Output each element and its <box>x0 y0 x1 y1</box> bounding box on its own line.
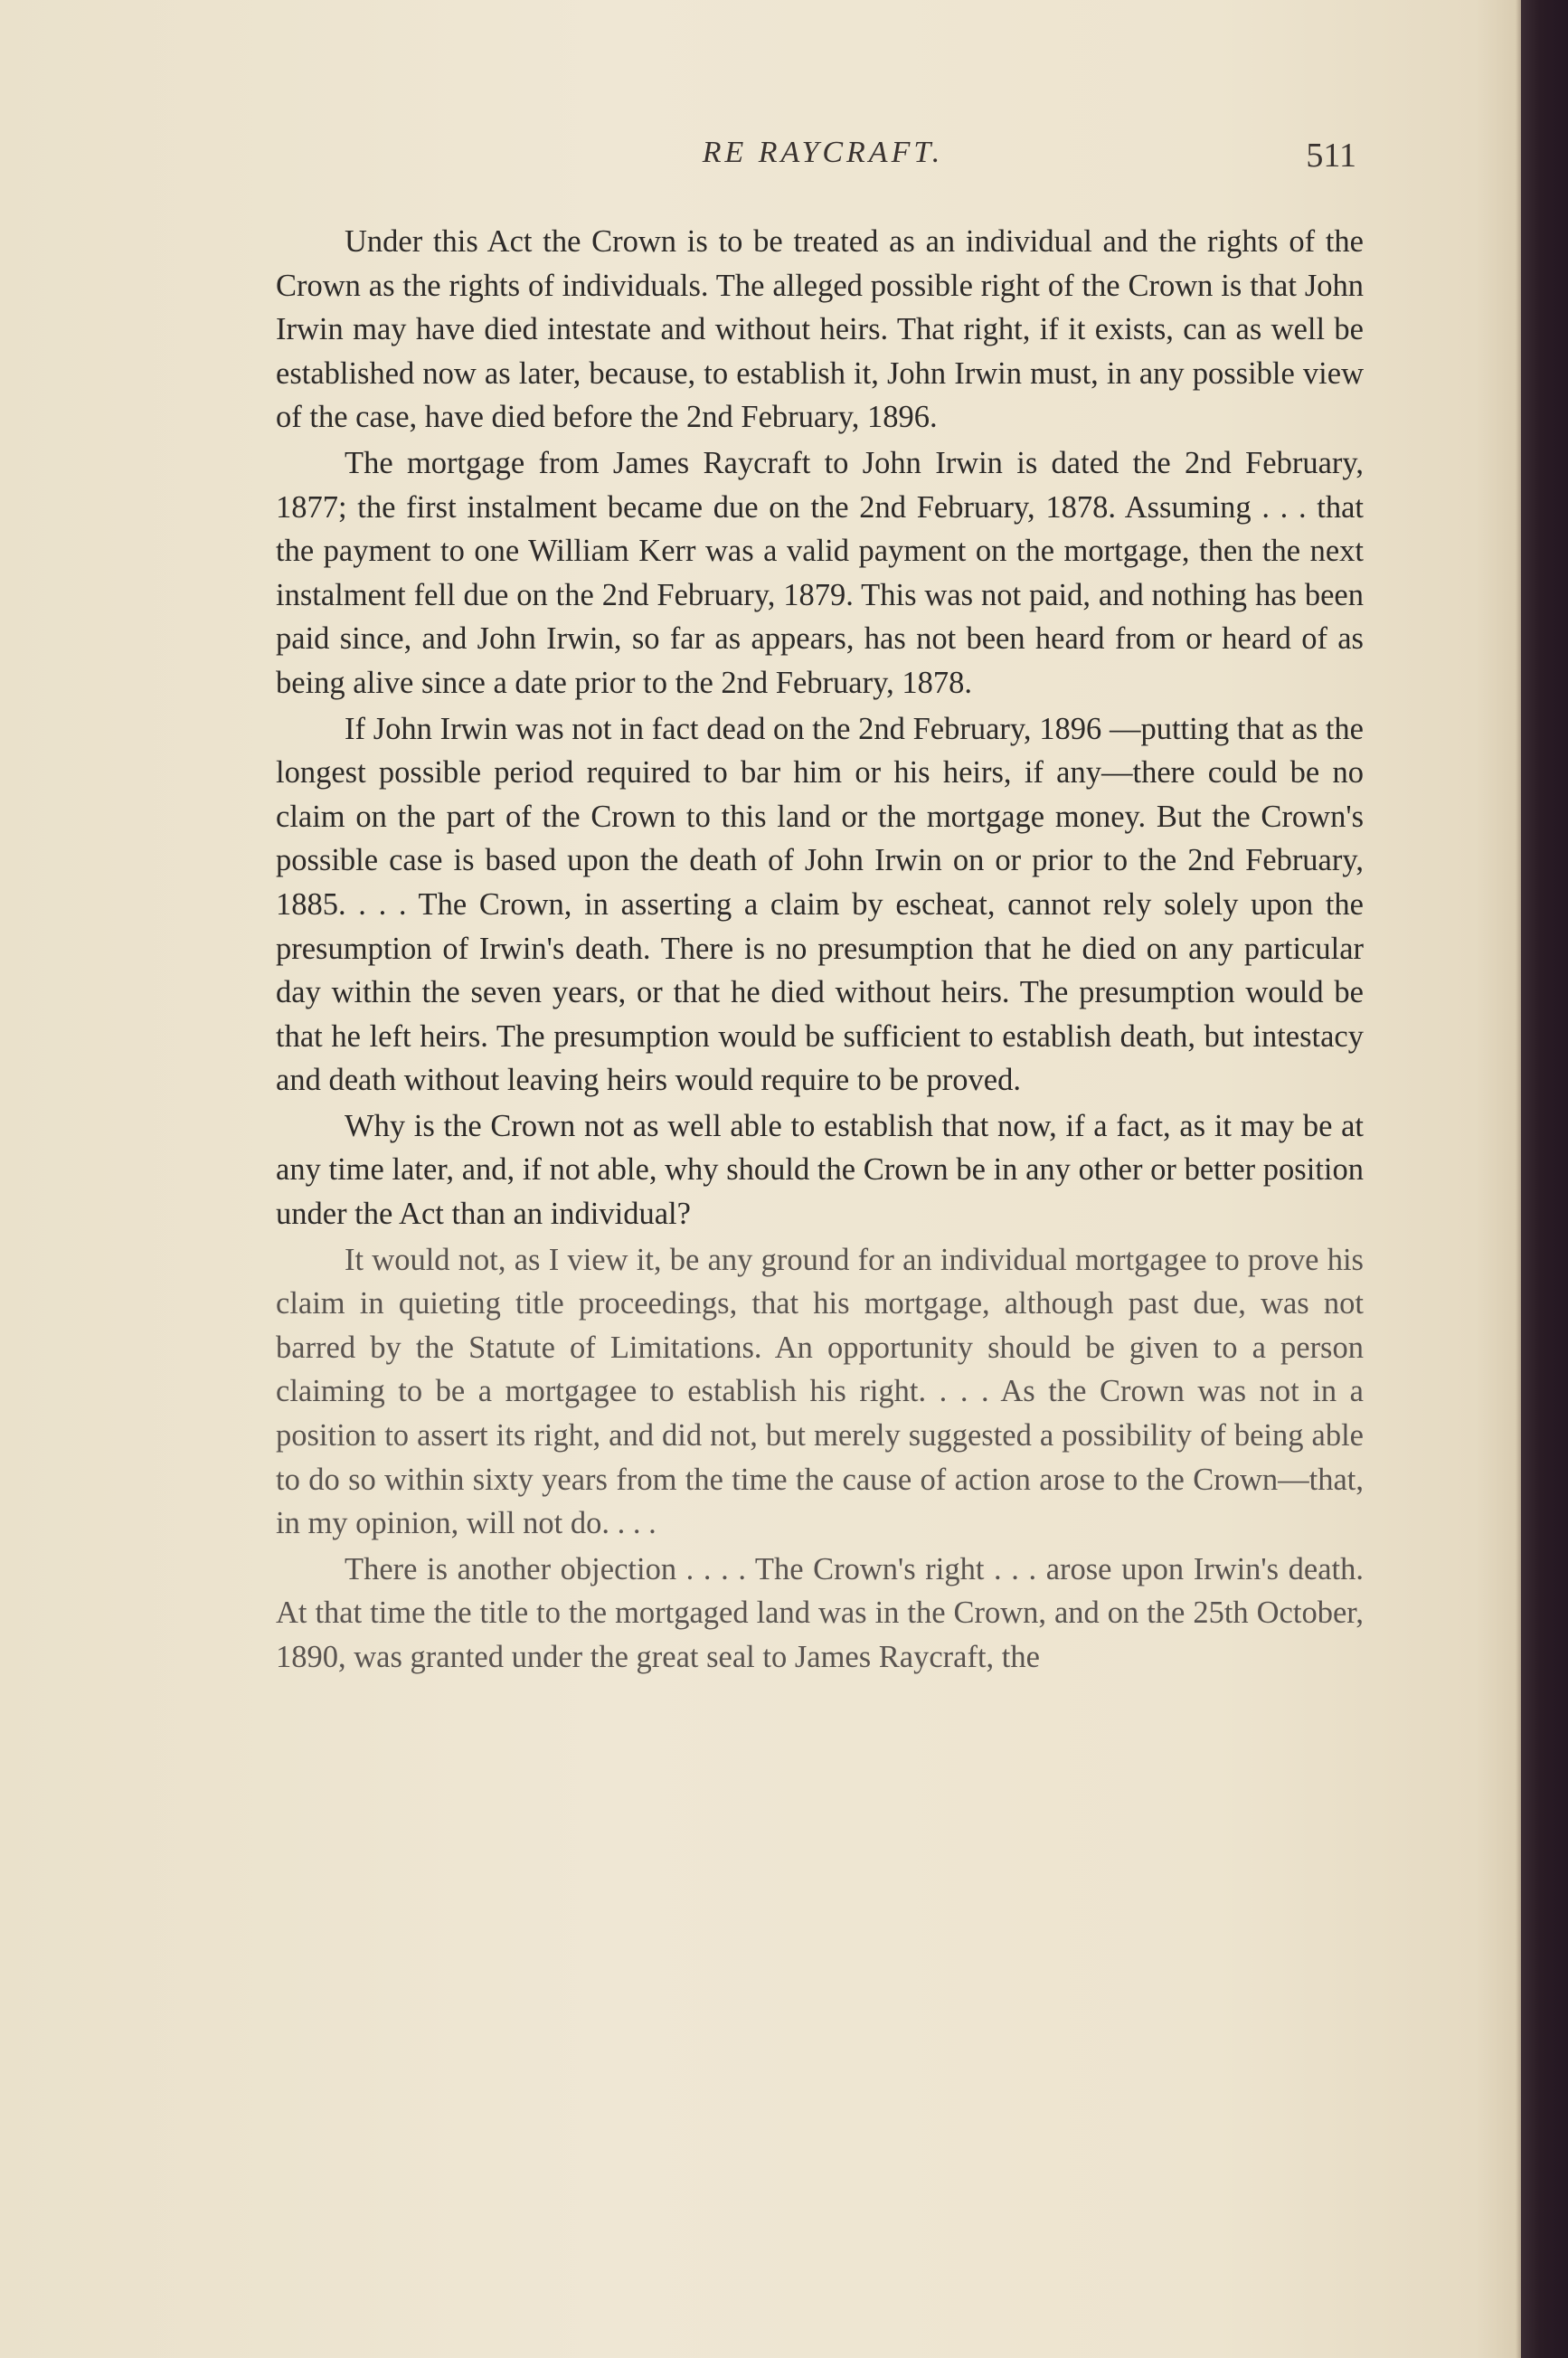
paragraph: Why is the Crown not as well able to establish that now, if a fact, as it may be at any time later, and, if not able, why should the Crown be in any other or better position under the Act than an individual? <box>276 1108 1364 1232</box>
body-text <box>276 220 1364 1680</box>
running-head: RE RAYCRAFT. <box>702 136 944 169</box>
paragraph: Under this Act the Crown is to be treated as an individual and the rights of the Crown as the rights of individuals. The alleged possible right of the Crown is that John Irwin may have died intestate and without heirs. That right, if it exists, can as well be established now as later, because, to establish it, John Irwin must, in any possible view of the case, have died before the 2nd February, 1896. <box>276 224 1364 435</box>
paragraph: It would not, as I view it, be any ground for an individual mortgagee to prove his claim in quieting title proceedings, that his mortgage, although past due, was not barred by the Statute of Limitations. An opportunity should be given to a person claiming to be a mortgagee to establish his right. . . . As the Crown was not in a position to assert its right, and did not, but merely suggested a possibility of being able to do so within sixty years from the time the cause of action arose to the Crown—that, in my opinion, will not do. . . . <box>276 1242 1364 1541</box>
book-binding-edge <box>1521 0 1568 2358</box>
page-number: 511 <box>1306 137 1356 175</box>
page-header <box>271 136 1374 190</box>
paragraph: There is another objection . . . . The Crown's right . . . arose upon Irwin's death. At that time the title to the mortgaged land was in the Crown, and on the 25th October, 1890, was granted under the great seal to James Raycraft, the <box>276 1551 1364 1674</box>
paragraph: If John Irwin was not in fact dead on the 2nd February, 1896 —putting that as the longest possible period required to bar him or his heirs, if any—there could be no claim on the part of the Crown to this land or the mortgage money. But the Crown's possible case is based upon the death of John Irwin on or prior to the 2nd February, 1885. . . . The Crown, in asserting a claim by escheat, cannot rely solely upon the presumption of Irwin's death. There is no presumption that he died on any particular day within the seven years, or that he died without heirs. The presumption would be that he left heirs. The presumption would be sufficient to establish death, but intestacy and death without leaving heirs would require to be proved. <box>276 711 1364 1098</box>
paragraph: The mortgage from James Raycraft to John Irwin is dated the 2nd February, 1877; the first instalment became due on the 2nd February, 1878. Assuming . . . that the payment to one William Kerr was a valid payment on the mortgage, then the next instalment fell due on the 2nd February, 1879. This was not paid, and nothing has been paid since, and John Irwin, so far as appears, has not been heard from or heard of as being alive since a date prior to the 2nd February, 1878. <box>276 445 1364 700</box>
